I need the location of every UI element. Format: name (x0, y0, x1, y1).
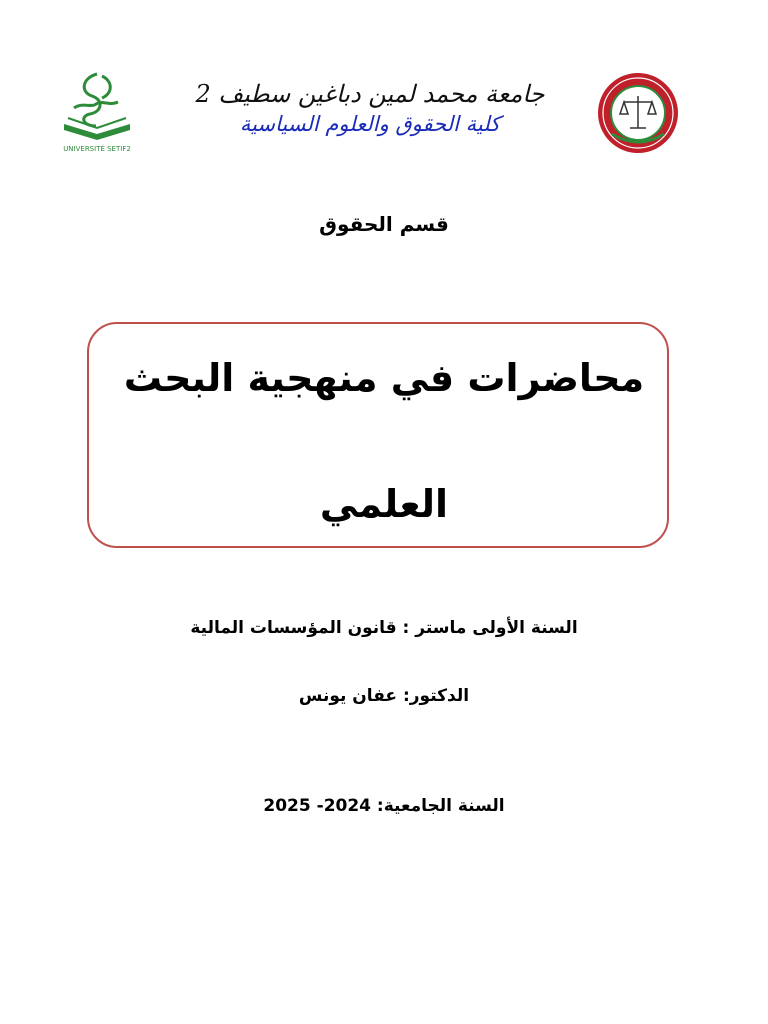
department-heading: قسم الحقوق (319, 212, 449, 236)
faculty-name: كلية الحقوق والعلوم السياسية (239, 112, 501, 136)
university-logo-icon (52, 68, 142, 154)
title-line-2: العلمي (319, 482, 449, 526)
academic-year: السنة الجامعية: 2024- 2025 (263, 796, 505, 816)
study-level: السنة الأولى ماستر : قانون المؤسسات المالية (190, 618, 578, 638)
university-name: جامعة محمد لمين دباغين سطيف 2 (195, 80, 545, 108)
logo-caption: UNIVERSITÉ SETIF2 (63, 145, 131, 153)
document-header (0, 60, 768, 160)
title-line-1: محاضرات في منهجية البحث (123, 356, 645, 400)
header-text-block (185, 78, 555, 138)
faculty-seal-icon (590, 70, 686, 156)
doctor-name: الدكتور: عفان يونس (298, 686, 470, 706)
